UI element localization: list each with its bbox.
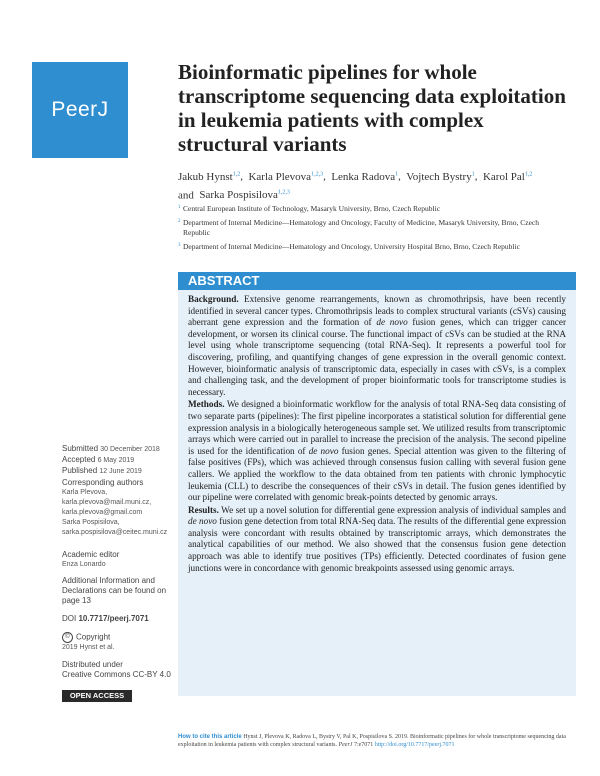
email-link[interactable]: sarka.pospisilova@ceitec.muni.cz: [62, 529, 168, 536]
how-to-cite: How to cite this article Hynst J, Plevova K, Radova L, Bystry V, Pal K, Pospisilova S. 2019. Bioinformatic pipelines for whole transcriptome sequencing data exploitation in leukemia patients with complex structural variants. PeerJ 7:e7071 http://doi.org/10.7717/peerj.7071: [178, 734, 566, 748]
license: Distributed under Creative Commons CC-BY 4.0: [62, 660, 174, 680]
author-list: Jakub Hynst$^{1,2}$, Karla Plevova$^{1,2,3}$, Lenka Radova$^1$, Vojtech Bystry$^1$, Karol Pal$^{1,2}$ and Sarka Pospisilova$^{1,2,3}$: [178, 170, 533, 202]
dates-block: Submitted 30 December 2018 Accepted 6 May 2019 Published 12 June 2019: [62, 444, 160, 475]
abstract-heading: ABSTRACT: [178, 272, 576, 290]
email-link[interactable]: karla.plevova@gmail.com: [62, 509, 143, 516]
affiliation: 1 Central European Institute of Technology, Masaryk University, Brno, Czech Republic: [178, 204, 441, 213]
abstract-methods: Methods. We designed a bioinformatic workflow for the analysis of total RNA-Seq data consisting of two separate parts (pipelines): The first pipeline incorporates a statistical solution for differential gene expression analysis in a biologically heterogeneous sample set. We utilized results from transcriptomic arrays which were carried out in parallel to increase the precision of the analysis. The second pipeline is used for the identification of de novo fusion genes. Special attention was given to the filtering of false positives (FPs), which was achieved through consensus fusion calling with several fusion gene callers. We applied the workflow to the data obtained from ten patients with chronic lymphocytic leukemia (CLL) to describe the consequences of their cSVs in detail. The fusion genes identified by our pipeline were correlated with genomic break-points detected by genomic arrays.: [188, 399, 567, 503]
author[interactable]: Karla Plevova$^{1,2,3}$: [248, 170, 324, 183]
doi-link[interactable]: http://doi.org/10.7717/peerj.7071: [374, 742, 455, 748]
abstract-results: Results. We set up a novel solution for differential gene expression analysis of individual samples and de novo fusion gene detection from total RNA-Seq data. The results of the differential gene expression analysis were concordant with results obtained by transcriptomic arrays, which demonstrates the analytical capabilities of our method. We also showed that the consensus fusion gene detection approach was able to identify true positives (TPs) efficiently. Detected coordinates of fusion gene junctions were in concordance with genomic breakpoints assessed using genomic arrays.: [188, 504, 567, 573]
peerj-logo: [32, 62, 128, 158]
email-link[interactable]: karla.plevova@mail.muni.cz,: [62, 499, 152, 506]
author[interactable]: Karol Pal$^{1,2}$: [482, 170, 533, 183]
copyright: © Copyright 2019 Hynst et al.: [62, 632, 115, 651]
author[interactable]: Sarka Pospisilova$^{1,2,3}$: [199, 189, 290, 202]
author[interactable]: Jakub Hynst$^{1,2}$: [178, 170, 241, 183]
affiliations: [178, 204, 558, 255]
corresponding-authors: Corresponding authors Karla Plevova, karla.plevova@mail.muni.cz, karla.plevova@gmail.com Sarka Pospisilova, sarka.pospisilova@ceitec.muni.cz: [62, 478, 174, 538]
license-link[interactable]: Creative Commons CC-BY 4.0: [62, 670, 171, 679]
doi: DOI 10.7717/peerj.7071: [62, 614, 149, 623]
paper-title: Bioinformatic pipelines for whole transcriptome sequencing data exploitation in leukemia patients with complex structural variants: [178, 60, 566, 156]
logo-text: PeerJ: [51, 98, 109, 121]
abstract-body: [178, 290, 576, 696]
author[interactable]: Vojtech Bystry$^1$: [406, 170, 475, 183]
copyright-icon: ©: [62, 632, 73, 643]
affiliation: 2 Department of Internal Medicine—Hematology and Oncology, Faculty of Medicine, Masaryk University, Brno, Czech Republic: [178, 217, 540, 237]
author[interactable]: Lenka Radova$^1$: [331, 170, 399, 183]
doi-link[interactable]: 10.7717/peerj.7071: [78, 614, 149, 623]
affiliation: 3 Department of Internal Medicine—Hematology and Oncology, University Hospital Brno, Brno, Czech Republic: [178, 241, 520, 251]
abstract-background: Background. Extensive genome rearrangements, known as chromothripsis, have been recently identified in several cancer types. Chromothripsis leads to complex structural variants (cSVs) causing aberrant gene expression and the formation of de novo fusion genes, which can trigger cancer development, or worsen its clinical course. The functional impact of cSVs can be studied at the RNA level using whole transcriptome sequencing (total RNA-Seq). It represents a powerful tool for discovering, profiling, and quantifying changes of gene expression in the overall genomic context. However, bioinformatic analysis of transcriptomic data, especially in cases with cSVs, is a complex and challenging task, and the development of proper bioinformatic tools for transcriptome studies is necessary.: [188, 294, 567, 397]
additional-info[interactable]: Additional Information and Declarations can be found on page 13: [62, 576, 167, 605]
open-access-badge: OPEN ACCESS: [62, 690, 132, 702]
academic-editor: Academic editor Enza Lonardo: [62, 550, 120, 568]
and-text: and: [178, 189, 194, 202]
